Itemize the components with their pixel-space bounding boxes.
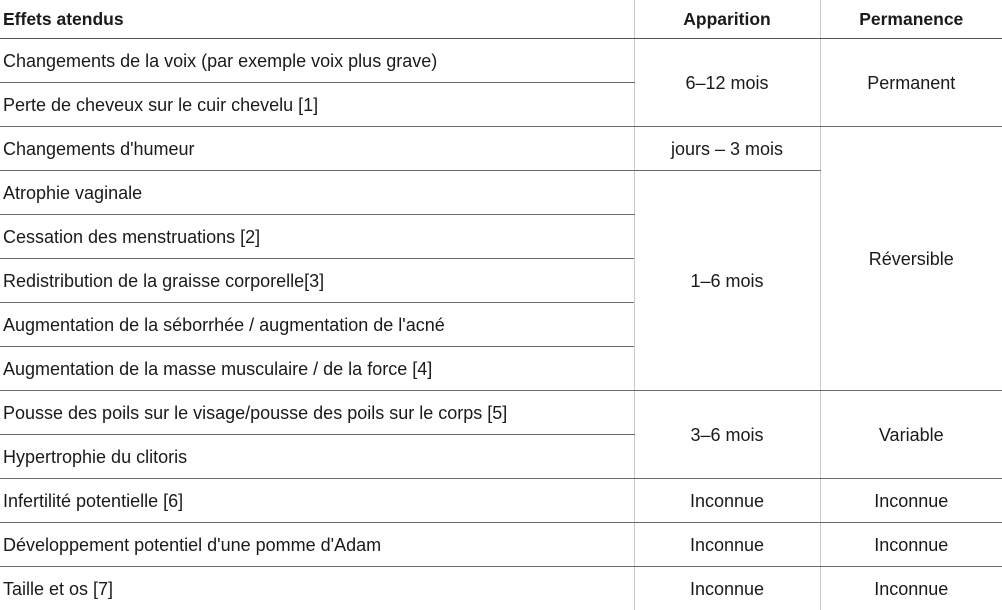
table-row — [0, 523, 1002, 567]
effect-cell: Infertilité potentielle [6] — [0, 479, 634, 523]
permanence-cell: Inconnue — [820, 567, 1002, 610]
table-row — [0, 127, 1002, 171]
header-row — [0, 0, 1002, 39]
effect-cell: Perte de cheveux sur le cuir chevelu [1] — [0, 83, 634, 127]
table-row — [0, 39, 1002, 83]
effect-cell: Hypertrophie du clitoris — [0, 435, 634, 479]
table-row — [0, 567, 1002, 610]
table-row — [0, 479, 1002, 523]
table-row — [0, 391, 1002, 435]
header-effect: Effets atendus — [0, 0, 634, 39]
effect-cell: Augmentation de la masse musculaire / de la force [4] — [0, 347, 634, 391]
permanence-cell: Réversible — [820, 127, 1002, 391]
permanence-cell: Inconnue — [820, 479, 1002, 523]
effect-cell: Taille et os [7] — [0, 567, 634, 610]
header-permanence: Permanence — [820, 0, 1002, 39]
effect-cell: Cessation des menstruations [2] — [0, 215, 634, 259]
permanence-cell: Inconnue — [820, 523, 1002, 567]
onset-cell: Inconnue — [634, 479, 820, 523]
effect-cell: Développement potentiel d'une pomme d'Adam — [0, 523, 634, 567]
header-onset: Apparition — [634, 0, 820, 39]
permanence-cell: Variable — [820, 391, 1002, 479]
onset-cell: 3–6 mois — [634, 391, 820, 479]
onset-cell: 1–6 mois — [634, 171, 820, 391]
onset-cell: 6–12 mois — [634, 39, 820, 127]
onset-cell: Inconnue — [634, 567, 820, 610]
effect-cell: Changements de la voix (par exemple voix plus grave) — [0, 39, 634, 83]
onset-cell: jours – 3 mois — [634, 127, 820, 171]
effect-cell: Changements d'humeur — [0, 127, 634, 171]
permanence-cell: Permanent — [820, 39, 1002, 127]
effect-cell: Atrophie vaginale — [0, 171, 634, 215]
effect-cell: Augmentation de la séborrhée / augmentation de l'acné — [0, 303, 634, 347]
onset-cell: Inconnue — [634, 523, 820, 567]
effect-cell: Pousse des poils sur le visage/pousse des poils sur le corps [5] — [0, 391, 634, 435]
effect-cell: Redistribution de la graisse corporelle[3] — [0, 259, 634, 303]
